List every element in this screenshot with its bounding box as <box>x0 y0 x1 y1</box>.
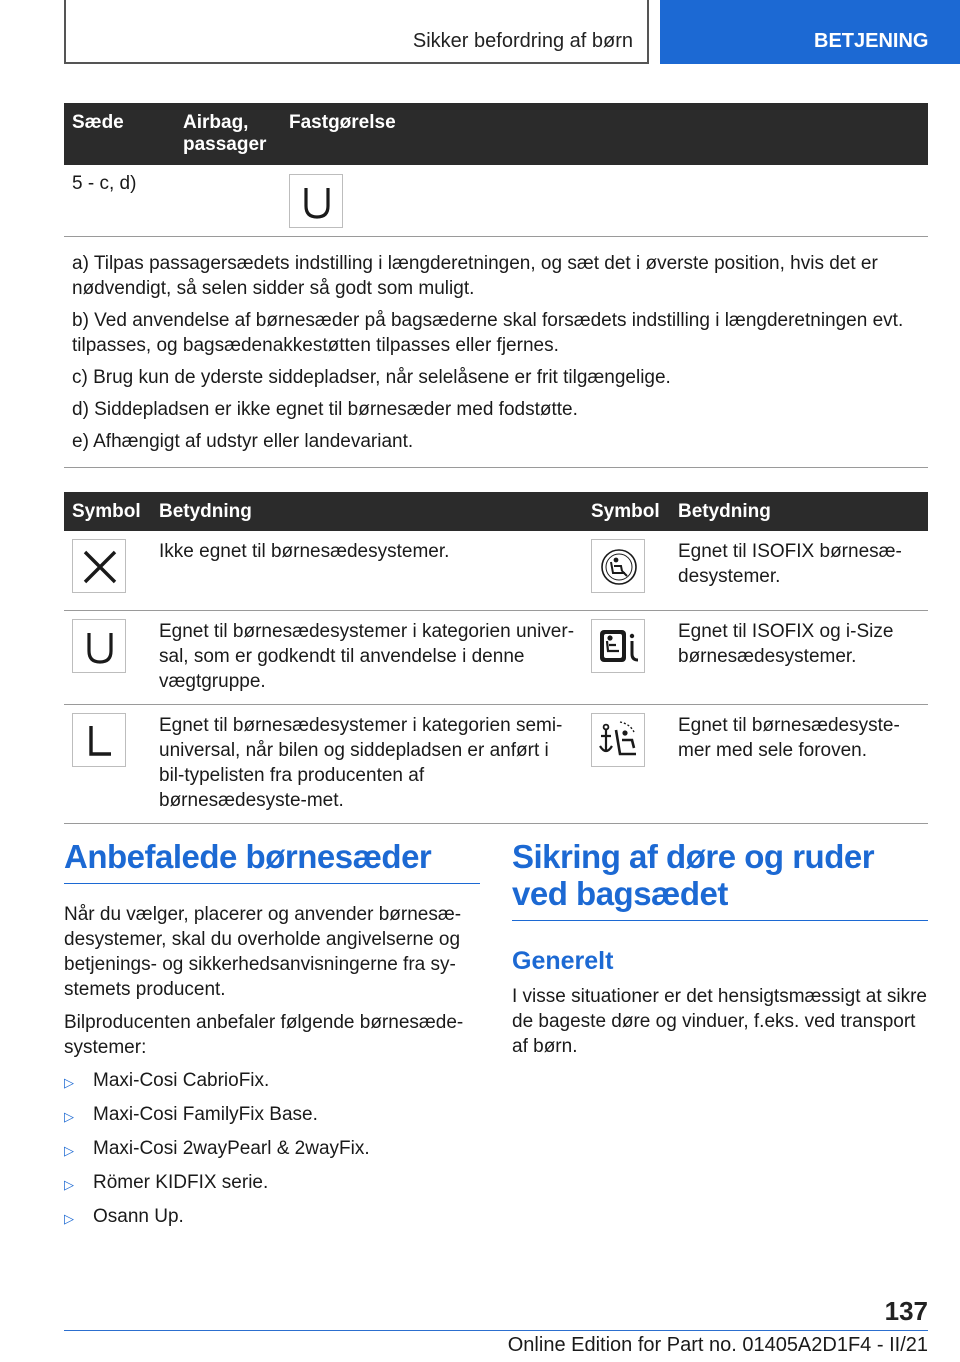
top-tether-icon <box>591 713 645 767</box>
section-title-door-lock: Sikring af døre og ruder ved bagsædet <box>512 838 928 921</box>
fastening-cell <box>281 165 928 237</box>
section-title-recommended: Anbefalede børnesæder <box>64 838 480 884</box>
header-chapter-tab <box>660 0 960 64</box>
seat-table-header-seat: Sæde <box>64 103 175 165</box>
footnote-b: b) Ved anvendelse af børnesæder på bagsæderne skal forsædets indstilling i længderetningen evt. tilpasses, og bagsædenakkestøtten tilpasses eller fjernes. <box>72 310 904 356</box>
meaning-cell: Egnet til børnesædesystemer i kategorien univer-sal, som er godkendt til anvendelse i denne vægtgruppe. <box>151 611 583 705</box>
isofix-i-size-icon <box>591 619 645 673</box>
list-item: ▷ Maxi-Cosi FamilyFix Base. <box>64 1102 480 1129</box>
meaning-cell: Egnet til ISOFIX børnesæ-desystemer. <box>670 531 928 611</box>
list-item: ▷ Römer KIDFIX serie. <box>64 1170 480 1197</box>
symbol-table <box>64 492 928 824</box>
symbol-header-2: Symbol <box>583 492 670 531</box>
meaning-header-2: Betydning <box>670 492 928 531</box>
meaning-header-1: Betydning <box>151 492 583 531</box>
seat-table <box>64 103 928 237</box>
subsection-title-general: Generelt <box>512 947 614 975</box>
header-chapter-label: BETJENING <box>814 30 929 52</box>
l-semi-universal-icon <box>72 713 126 767</box>
meaning-cell: Egnet til ISOFIX og i-Size børnesædesystemer. <box>670 611 928 705</box>
table-row <box>64 705 928 824</box>
meaning-cell: Egnet til børnesædesystemer i kategorien semi-universal, når bilen og siddepladsen er anført i bil-typelisten fra producenten af børnesædesyste-met. <box>151 705 583 824</box>
page-number: 137 <box>884 1296 928 1326</box>
footer-divider <box>64 1330 928 1331</box>
triangle-bullet-icon: ▷ <box>64 1177 74 1192</box>
footnote-c: c) Brug kun de yderste siddepladser, når selelåsene er frit tilgængelige. <box>72 367 671 388</box>
footer-edition: Online Edition for Part no. 01405A2D1F4 - II/21 <box>507 1334 928 1356</box>
airbag-cell <box>175 165 281 237</box>
meaning-cell: Ikke egnet til børnesædesystemer. <box>151 531 583 611</box>
list-item: ▷ Maxi-Cosi 2wayPearl & 2wayFix. <box>64 1136 480 1163</box>
list-item: ▷ Osann Up. <box>64 1204 480 1231</box>
seat-table-header-airbag: Airbag, passager <box>175 103 281 165</box>
triangle-bullet-icon: ▷ <box>64 1211 74 1226</box>
symbol-header-1: Symbol <box>64 492 151 531</box>
seat-cell: 5 - c, d) <box>64 165 175 237</box>
list-item: ▷ Maxi-Cosi CabrioFix. <box>64 1068 480 1095</box>
footnote-e: e) Afhængigt af udstyr eller landevariant. <box>72 431 414 452</box>
triangle-bullet-icon: ▷ <box>64 1143 74 1158</box>
u-universal-icon <box>289 174 343 228</box>
header-section-title: Sikker befordring af børn <box>412 30 633 52</box>
u-universal-icon <box>72 619 126 673</box>
table-row <box>64 165 928 237</box>
door-window-lock-section <box>512 838 928 1067</box>
header-section-box <box>64 0 649 64</box>
footnote-a: a) Tilpas passagersædets indstilling i længderetningen, og sæt det i øverste position, hvis det er nødvendigt, så selen sidder så godt som muligt. <box>72 253 878 299</box>
recommended-list-intro: Bilproducenten anbefaler følgende børnesæde-systemer: <box>64 1012 464 1058</box>
triangle-bullet-icon: ▷ <box>64 1109 74 1124</box>
table-row <box>64 611 928 705</box>
meaning-cell: Egnet til børnesædesyste-mer med sele foroven. <box>670 705 928 824</box>
seat-table-footnotes <box>64 243 928 468</box>
general-paragraph: I visse situationer er det hensigtsmæssigt at sikre de bageste døre og vinduer, f.eks. ved transport af børn. <box>512 986 928 1057</box>
recommended-seats-section <box>64 838 480 1238</box>
table-row <box>64 531 928 611</box>
x-not-suitable-icon <box>72 539 126 593</box>
recommended-seat-list <box>64 1068 480 1231</box>
seat-table-header-fastening: Fastgørelse <box>281 103 928 165</box>
recommended-intro: Når du vælger, placerer og anvender børnesæ-desystemer, skal du overholde angivelserne og betjenings- og sikkerhedsanvisningerne fra sy-stemets producent. <box>64 904 462 1000</box>
footnote-d: d) Siddepladsen er ikke egnet til børnesæder med fodstøtte. <box>72 399 578 420</box>
isofix-child-seat-icon <box>591 539 645 593</box>
triangle-bullet-icon: ▷ <box>64 1075 74 1090</box>
